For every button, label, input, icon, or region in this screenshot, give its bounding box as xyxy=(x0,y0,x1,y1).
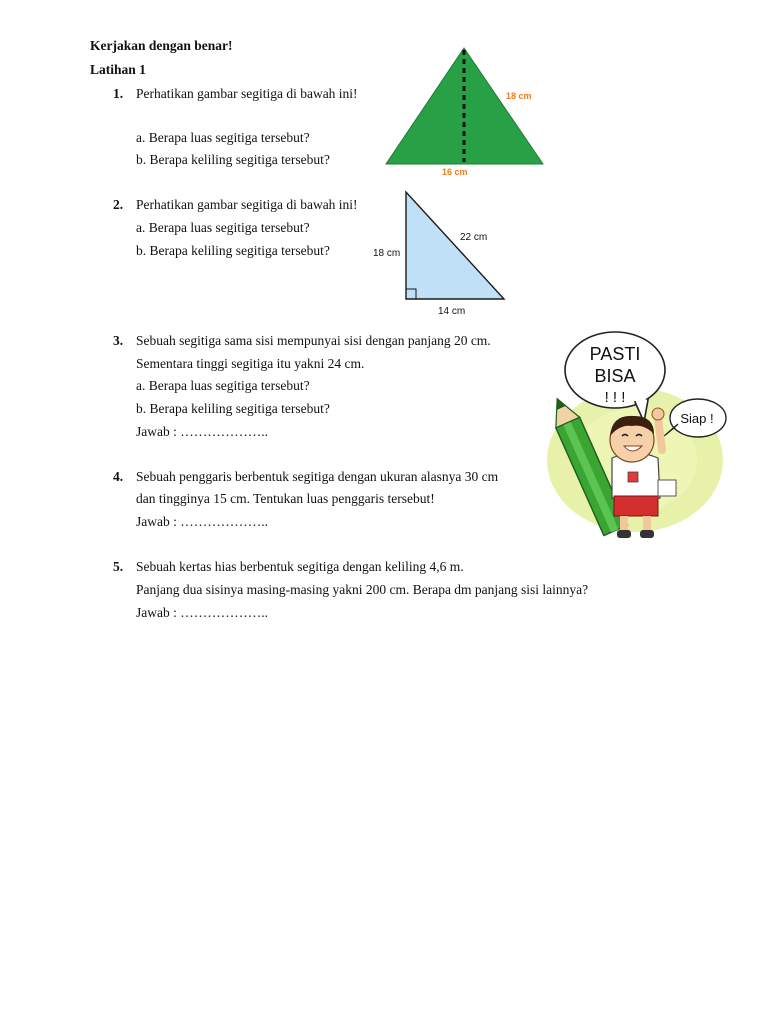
question-5-line-1: Sebuah kertas hias berbentuk segitiga dengan keliling 4,6 m. xyxy=(136,559,464,574)
question-1-number: 1. xyxy=(113,86,124,101)
bubble-text-line-1: PASTI xyxy=(589,344,641,364)
question-5-answer-line: Jawab : ……………….. xyxy=(136,605,268,620)
triangle-height-label: 18 cm xyxy=(373,248,401,259)
question-3-part-a: a. Berapa luas segitiga tersebut? xyxy=(136,378,310,393)
question-4-line-1: Sebuah penggaris berbentuk segitiga dengan ukuran alasnya 30 cm xyxy=(136,469,499,484)
triangle-base-label: 16 cm xyxy=(442,167,468,177)
question-3-number: 3. xyxy=(113,333,124,348)
question-5-line-2: Panjang dua sisinya masing-masing yakni 200 cm. Berapa dm panjang sisi lainnya? xyxy=(136,582,589,597)
boy-shorts xyxy=(614,496,658,516)
question-3-answer-line: Jawab : ……………….. xyxy=(136,424,268,439)
bubble-text-line-3: ! ! ! xyxy=(604,389,626,406)
triangle-base-label: 14 cm xyxy=(438,306,466,317)
question-4-number: 4. xyxy=(113,469,124,484)
question-2-text: Perhatikan gambar segitiga di bawah ini! xyxy=(136,197,358,212)
blue-right-triangle xyxy=(406,192,504,299)
question-1-triangle-figure xyxy=(382,44,552,180)
question-2-part-a: a. Berapa luas segitiga tersebut? xyxy=(136,220,310,235)
raised-arm xyxy=(658,418,662,450)
question-3-line-2: Sementara tinggi segitiga itu yakni 24 cm. xyxy=(136,356,365,371)
box xyxy=(658,480,676,496)
question-4-answer-line: Jawab : ……………….. xyxy=(136,514,268,529)
question-1-text: Perhatikan gambar segitiga di bawah ini! xyxy=(136,86,358,101)
question-1-part-a: a. Berapa luas segitiga tersebut? xyxy=(136,130,310,145)
question-2-right-triangle-figure xyxy=(370,186,515,321)
question-5-number: 5. xyxy=(113,559,124,574)
question-2-part-b: b. Berapa keliling segitiga tersebut? xyxy=(136,243,330,258)
bubble-text-line-2: BISA xyxy=(594,366,636,386)
section-title: Latihan 1 xyxy=(90,62,146,77)
siap-text: Siap ! xyxy=(680,411,714,426)
question-3-line-1: Sebuah segitiga sama sisi mempunyai sisi dengan panjang 20 cm. xyxy=(136,333,491,348)
question-1-part-b: b. Berapa keliling segitiga tersebut? xyxy=(136,152,330,167)
triangle-side-label: 18 cm xyxy=(506,91,532,101)
question-2-number: 2. xyxy=(113,197,124,212)
question-4-line-2: dan tingginya 15 cm. Tentukan luas penggaris tersebut! xyxy=(136,491,435,506)
pasti-bisa-illustration xyxy=(540,330,730,545)
worksheet-heading: Kerjakan dengan benar! xyxy=(90,38,233,53)
question-3-part-b: b. Berapa keliling segitiga tersebut? xyxy=(136,401,330,416)
triangle-hypotenuse-label: 22 cm xyxy=(460,232,488,243)
